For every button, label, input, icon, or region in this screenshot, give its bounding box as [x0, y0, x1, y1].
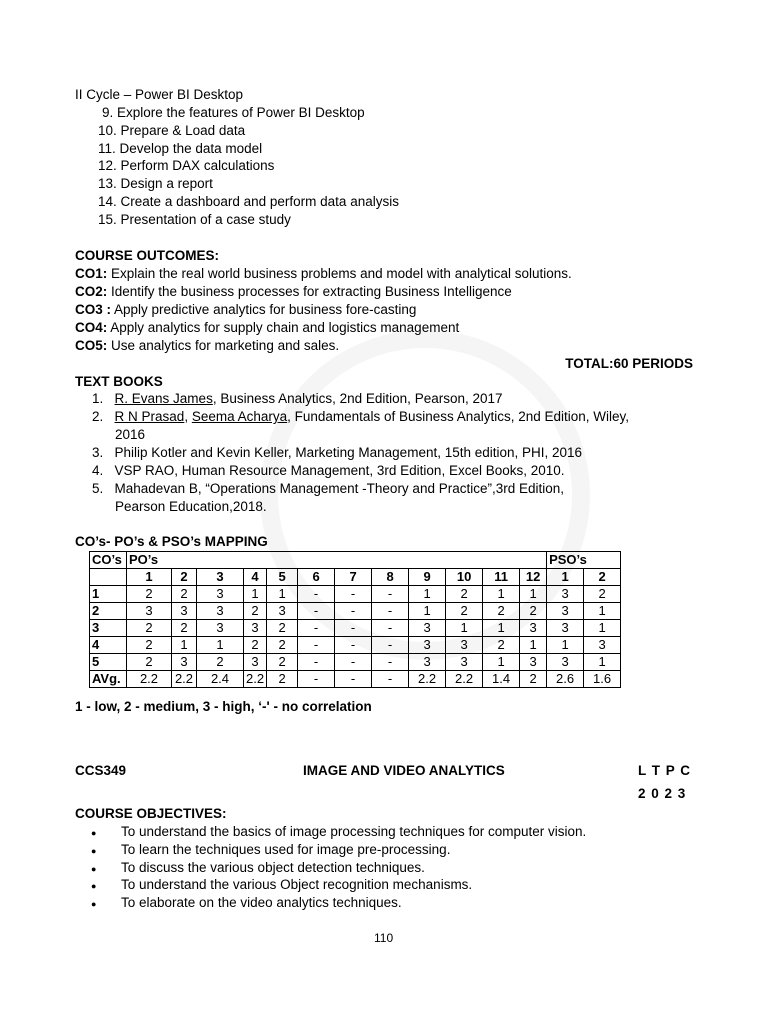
table-cell: 1 — [483, 586, 520, 603]
pso-number: 1 — [547, 569, 584, 586]
table-cell: 1 — [520, 586, 547, 603]
table-cell: 2 — [267, 620, 298, 637]
row-label: 4 — [90, 637, 127, 654]
po-number: 4 — [244, 569, 267, 586]
table-cell: 3 — [409, 654, 446, 671]
objective-item: ● To learn the techniques used for image pre-processing. — [121, 842, 450, 858]
table-cell: 2 — [172, 586, 197, 603]
textbook-item: 4. VSP RAO, Human Resource Management, 3rd Edition, Excel Books, 2010. — [92, 463, 565, 478]
table-cell: - — [372, 603, 409, 620]
header-cos: CO’s — [90, 552, 127, 569]
po-number: 9 — [409, 569, 446, 586]
table-cell: 2 — [267, 671, 298, 688]
table-cell: 1 — [520, 637, 547, 654]
po-number: 5 — [267, 569, 298, 586]
table-cell: - — [335, 586, 372, 603]
table-cell: - — [298, 603, 335, 620]
table-cell: 3 — [446, 637, 483, 654]
table-row — [90, 637, 621, 654]
textbooks-heading: TEXT BOOKS — [75, 374, 163, 389]
table-cell: - — [335, 654, 372, 671]
objectives-heading: COURSE OBJECTIVES: — [75, 806, 227, 821]
outcome-item: CO3 : Apply predictive analytics for business fore-casting — [75, 302, 417, 317]
table-cell: 2 — [244, 637, 267, 654]
table-cell: 2 — [197, 654, 244, 671]
row-label: 3 — [90, 620, 127, 637]
table-cell: 3 — [547, 586, 584, 603]
table-cell: 3 — [197, 586, 244, 603]
table-cell: 3 — [244, 620, 267, 637]
table-cell: 1 — [584, 620, 621, 637]
pso-number: 2 — [584, 569, 621, 586]
po-number: 2 — [172, 569, 197, 586]
cycle-item: 15. Presentation of a case study — [98, 212, 291, 227]
table-row — [90, 603, 621, 620]
table-cell: 1 — [483, 654, 520, 671]
table-cell: 2 — [584, 586, 621, 603]
table-cell: 2 — [127, 620, 172, 637]
objective-item: ● To elaborate on the video analytics techniques. — [121, 895, 402, 911]
po-number: 8 — [372, 569, 409, 586]
textbook-item: 1. R. Evans James, Business Analytics, 2nd Edition, Pearson, 2017 — [92, 391, 503, 406]
row-label: AVg. — [90, 671, 127, 688]
table-cell: - — [298, 637, 335, 654]
table-cell: 2.2 — [409, 671, 446, 688]
table-cell: - — [298, 671, 335, 688]
table-cell: 3 — [547, 654, 584, 671]
table-cell: 2.2 — [446, 671, 483, 688]
table-header-row — [90, 569, 621, 586]
table-cell: 3 — [584, 637, 621, 654]
cycle-item: 11. Develop the data model — [98, 141, 263, 156]
table-cell: - — [298, 654, 335, 671]
table-cell: 2 — [446, 586, 483, 603]
table-cell: - — [335, 603, 372, 620]
mapping-heading: CO’s- PO’s & PSO’s MAPPING — [75, 534, 268, 549]
table-cell: 2 — [520, 671, 547, 688]
cycle-item: 14. Create a dashboard and perform data analysis — [98, 194, 399, 209]
po-number: 11 — [483, 569, 520, 586]
table-cell: - — [372, 637, 409, 654]
course-code: CCS349 — [75, 763, 127, 778]
table-cell: 1 — [409, 586, 446, 603]
table-cell: 2 — [267, 637, 298, 654]
table-cell: 2.6 — [547, 671, 584, 688]
cycle-item: 13. Design a report — [98, 176, 213, 191]
textbook-item-cont: Pearson Education,2018. — [115, 499, 267, 514]
table-cell: 1 — [244, 586, 267, 603]
po-number: 7 — [335, 569, 372, 586]
table-cell: 2.2 — [244, 671, 267, 688]
table-cell: 3 — [547, 620, 584, 637]
table-cell: 3 — [244, 654, 267, 671]
row-label: 2 — [90, 603, 127, 620]
table-row — [90, 620, 621, 637]
table-cell: 3 — [409, 637, 446, 654]
table-cell: 2.2 — [172, 671, 197, 688]
cycle-item: 9. Explore the features of Power BI Desktop — [102, 105, 365, 120]
table-cell: 2 — [127, 654, 172, 671]
outcome-item: CO2: Identify the business processes for extracting Business Intelligence — [75, 284, 512, 299]
table-cell — [90, 569, 127, 586]
table-cell: 2 — [483, 603, 520, 620]
table-cell: 1.6 — [584, 671, 621, 688]
table-cell: 3 — [172, 603, 197, 620]
table-header-row — [90, 552, 621, 569]
table-row — [90, 586, 621, 603]
table-cell: - — [372, 586, 409, 603]
table-cell: 3 — [127, 603, 172, 620]
table-cell: - — [372, 620, 409, 637]
po-number: 12 — [520, 569, 547, 586]
table-cell: 2 — [520, 603, 547, 620]
table-cell: 1 — [409, 603, 446, 620]
textbook-item: 2. R N Prasad, Seema Acharya, Fundamentals of Business Analytics, 2nd Edition, Wiley, — [92, 409, 630, 424]
header-pos: PO’s — [127, 552, 547, 569]
outcome-item: CO5: Use analytics for marketing and sales. — [75, 338, 340, 353]
table-cell: 3 — [520, 654, 547, 671]
total-periods: TOTAL:60 PERIODS — [565, 356, 693, 371]
table-cell: - — [372, 671, 409, 688]
textbook-item: 3. Philip Kotler and Kevin Keller, Marketing Management, 15th edition, PHI, 2016 — [92, 445, 583, 460]
course-title: IMAGE AND VIDEO ANALYTICS — [303, 763, 505, 778]
table-cell: 3 — [547, 603, 584, 620]
po-number: 1 — [127, 569, 172, 586]
table-cell: 1 — [172, 637, 197, 654]
table-cell: 2 — [127, 586, 172, 603]
row-label: 1 — [90, 586, 127, 603]
table-cell: 3 — [197, 603, 244, 620]
outcome-item: CO4: Apply analytics for supply chain and logistics management — [75, 320, 460, 335]
po-number: 6 — [298, 569, 335, 586]
po-number: 3 — [197, 569, 244, 586]
header-psos: PSO’s — [547, 552, 621, 569]
objective-item: ● To discuss the various object detection techniques. — [121, 860, 425, 876]
table-cell: 2 — [244, 603, 267, 620]
page-number: 110 — [374, 931, 394, 945]
table-cell: - — [335, 671, 372, 688]
mapping-table — [89, 551, 621, 688]
table-cell: - — [298, 620, 335, 637]
table-cell: 2 — [483, 637, 520, 654]
ltpc-values: 2 0 2 3 — [638, 786, 687, 801]
cycle-title: II Cycle – Power BI Desktop — [75, 87, 244, 102]
row-label: 5 — [90, 654, 127, 671]
ltpc-header: L T P C — [638, 763, 692, 778]
table-cell: 1 — [446, 620, 483, 637]
table-cell: 2 — [127, 637, 172, 654]
table-cell: 3 — [197, 620, 244, 637]
table-cell: 2 — [446, 603, 483, 620]
table-cell: 1.4 — [483, 671, 520, 688]
table-cell: 3 — [409, 620, 446, 637]
table-cell: - — [298, 586, 335, 603]
table-cell: 2.2 — [127, 671, 172, 688]
table-cell: 1 — [483, 620, 520, 637]
table-cell: 1 — [197, 637, 244, 654]
table-cell: 3 — [267, 603, 298, 620]
objective-item: ● To understand the basics of image processing techniques for computer vision. — [121, 824, 586, 840]
table-cell: 1 — [584, 654, 621, 671]
table-cell: - — [335, 620, 372, 637]
po-number: 10 — [446, 569, 483, 586]
cycle-item: 10. Prepare & Load data — [98, 123, 246, 138]
table-cell: - — [335, 637, 372, 654]
table-row — [90, 671, 621, 688]
table-cell: 1 — [267, 586, 298, 603]
table-cell: 2 — [267, 654, 298, 671]
table-cell: 1 — [584, 603, 621, 620]
cycle-item: 12. Perform DAX calculations — [98, 158, 275, 173]
table-cell: 3 — [446, 654, 483, 671]
table-cell: - — [372, 654, 409, 671]
table-row — [90, 654, 621, 671]
textbook-item-cont: 2016 — [115, 427, 146, 442]
table-cell: 3 — [520, 620, 547, 637]
textbook-item: 5. Mahadevan B, “Operations Management -Theory and Practice”,3rd Edition, — [92, 481, 565, 496]
table-cell: 2.4 — [197, 671, 244, 688]
table-cell: 1 — [547, 637, 584, 654]
table-cell: 3 — [172, 654, 197, 671]
outcomes-heading: COURSE OUTCOMES: — [75, 248, 220, 263]
table-cell: 2 — [172, 620, 197, 637]
objective-item: ● To understand the various Object recognition mechanisms. — [121, 877, 472, 893]
outcome-item: CO1: Explain the real world business problems and model with analytical solutions. — [75, 266, 572, 281]
mapping-legend: 1 - low, 2 - medium, 3 - high, ‘-' - no correlation — [75, 699, 372, 714]
